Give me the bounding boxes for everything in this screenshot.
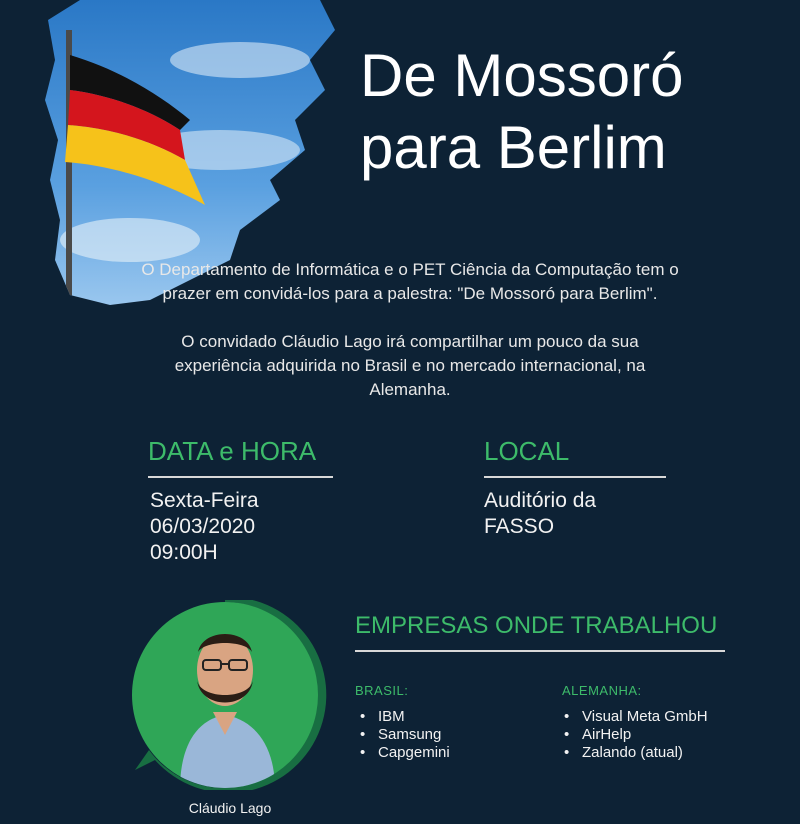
list-item: • Visual Meta GmbH [562, 708, 708, 726]
event-time: 09:00H [150, 541, 218, 564]
list-item: • Samsung [358, 726, 450, 744]
event-title [360, 40, 760, 184]
speaker-photo [125, 600, 330, 790]
event-day: Sexta-Feira [150, 489, 259, 512]
intro-paragraph-2: O convidado Cláudio Lago irá compartilhar um pouco da sua experiência adquirida no Brasil e no mercado internacional, na Alemanha. [174, 332, 646, 399]
location-heading: LOCAL [484, 436, 570, 466]
location-divider [484, 476, 666, 478]
title-line-2: para Berlim [360, 114, 667, 181]
companies-heading: EMPRESAS ONDE TRABALHOU [355, 612, 718, 639]
list-item: • AirHelp [562, 726, 708, 744]
intro-paragraph-1: O Departamento de Informática e o PET Ciência da Computação tem o prazer em convidá-los para a palestra: "De Mossoró para Berlim". [141, 260, 679, 303]
title-line-1: De Mossoró [360, 42, 684, 109]
alemanha-company-list [562, 708, 708, 762]
datetime-details [150, 488, 259, 566]
location-line-2: FASSO [484, 515, 555, 538]
brasil-company-list [358, 708, 450, 762]
alemanha-label: ALEMANHA: [562, 683, 642, 698]
datetime-divider [148, 476, 333, 478]
event-date: 06/03/2020 [150, 515, 256, 538]
speaker-name: Cláudio Lago [188, 800, 272, 816]
location-details [484, 488, 596, 540]
brasil-label: BRASIL: [355, 683, 409, 698]
location-line-1: Auditório da [484, 489, 597, 512]
intro-text [140, 258, 680, 426]
datetime-heading: DATA e HORA [148, 436, 317, 466]
companies-divider [355, 650, 725, 652]
list-item: • Zalando (atual) [562, 744, 708, 762]
list-item: • IBM [358, 708, 450, 726]
list-item: • Capgemini [358, 744, 450, 762]
